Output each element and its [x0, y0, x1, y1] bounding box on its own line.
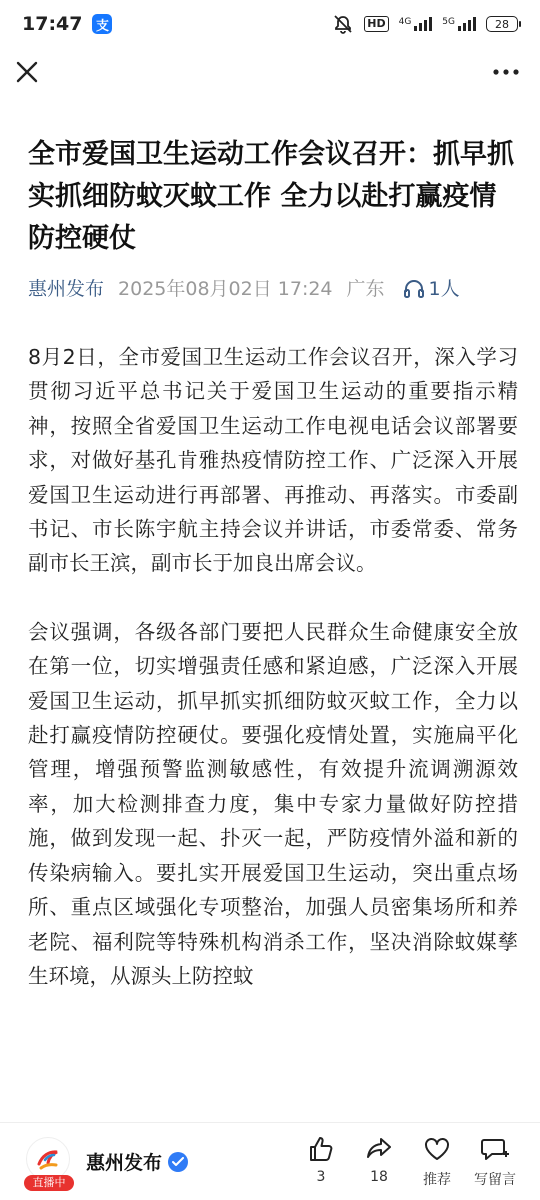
status-time: 17:47 [22, 13, 83, 35]
more-button[interactable] [492, 67, 520, 77]
battery-icon: 28 [486, 16, 518, 32]
source-link[interactable]: 惠州发布 [28, 278, 105, 300]
signal-icon-4g [399, 17, 433, 31]
thumbs-up-icon [307, 1135, 335, 1163]
status-indicators [332, 14, 518, 34]
article-body [28, 340, 518, 1027]
comment-button[interactable] [466, 1135, 524, 1189]
region-label: 广东 [346, 278, 385, 300]
like-count: 3 [316, 1168, 326, 1185]
like-button[interactable] [292, 1135, 350, 1189]
more-icon [492, 67, 520, 77]
article-meta [28, 274, 520, 301]
action-group [292, 1135, 524, 1189]
mute-icon [332, 14, 354, 34]
recommend-button[interactable] [408, 1135, 466, 1189]
alipay-icon: 支 [92, 14, 112, 34]
close-button[interactable] [14, 59, 40, 85]
share-icon [365, 1135, 393, 1163]
account-name[interactable]: 惠州发布 [86, 1152, 163, 1174]
heart-icon [423, 1135, 451, 1163]
network-label-4g: 4G [398, 17, 412, 27]
publish-date: 2025年08月02日 17:24 [118, 278, 333, 300]
top-nav [0, 52, 540, 92]
account-logo-icon [33, 1144, 63, 1174]
account-avatar[interactable] [26, 1137, 72, 1187]
recommend-label: 推荐 [423, 1171, 451, 1188]
article-title: 全市爱国卫生运动工作会议召开：抓早抓实抓细防蚊灭蚊工作 全力以赴打赢疫情防控硬仗 [28, 139, 514, 254]
live-badge: 直播中 [24, 1175, 74, 1191]
hd-icon: HD [364, 16, 388, 32]
headphones-icon [403, 278, 425, 298]
avatar [26, 1137, 70, 1181]
paragraph-2: 会议强调，各级各部门要把人民群众生命健康安全放在第一位，切实增强责任感和紧迫感，广泛深入开展爱国卫生运动，抓早抓实抓细防蚊灭蚊工作，全力以赴打赢疫情防控硬仗。要强化疫情处置，实施扁平化管理，增强预警监测敏感性，有效提升流调溯源效率，加大检测排查力度，集中专家力量做好防控措施，做到发现一起、扑灭一起，严防疫情外溢和新的传染病输入。要扎实开展爱国卫生运动，突出重点场所、重点区域强化专项整治，加强人员密集场所和养老院、福利院等特殊机构消杀工作，坚决消除蚊媒孳生环境，从源头上防控蚊 [28, 619, 518, 988]
comment-label: 写留言 [474, 1171, 516, 1188]
paragraph-1: 8月2日，全市爱国卫生运动工作会议召开，深入学习贯彻习近平总书记关于爱国卫生运动的重要指示精神，按照全省爱国卫生运动工作电视电话会议部署要求，对做好基孔肯雅热疫情防控工作、广泛深入开展爱国卫生运动进行再部署、再推动、再落实。市委副书记、市长陈宇航主持会议并讲话，市委常委、常务副市长王滨，副市长于加良出席会议。 [28, 345, 518, 576]
signal-icon-5g [442, 17, 476, 31]
share-count: 18 [370, 1168, 388, 1185]
share-button[interactable] [350, 1135, 408, 1189]
status-bar [0, 0, 540, 48]
verified-icon [168, 1152, 188, 1172]
network-label-5g: 5G [442, 17, 455, 27]
comment-icon [480, 1135, 510, 1163]
bottom-bar [0, 1122, 540, 1200]
listen-button[interactable] [403, 274, 460, 301]
close-icon [14, 59, 40, 85]
listener-count: 1人 [428, 278, 460, 300]
